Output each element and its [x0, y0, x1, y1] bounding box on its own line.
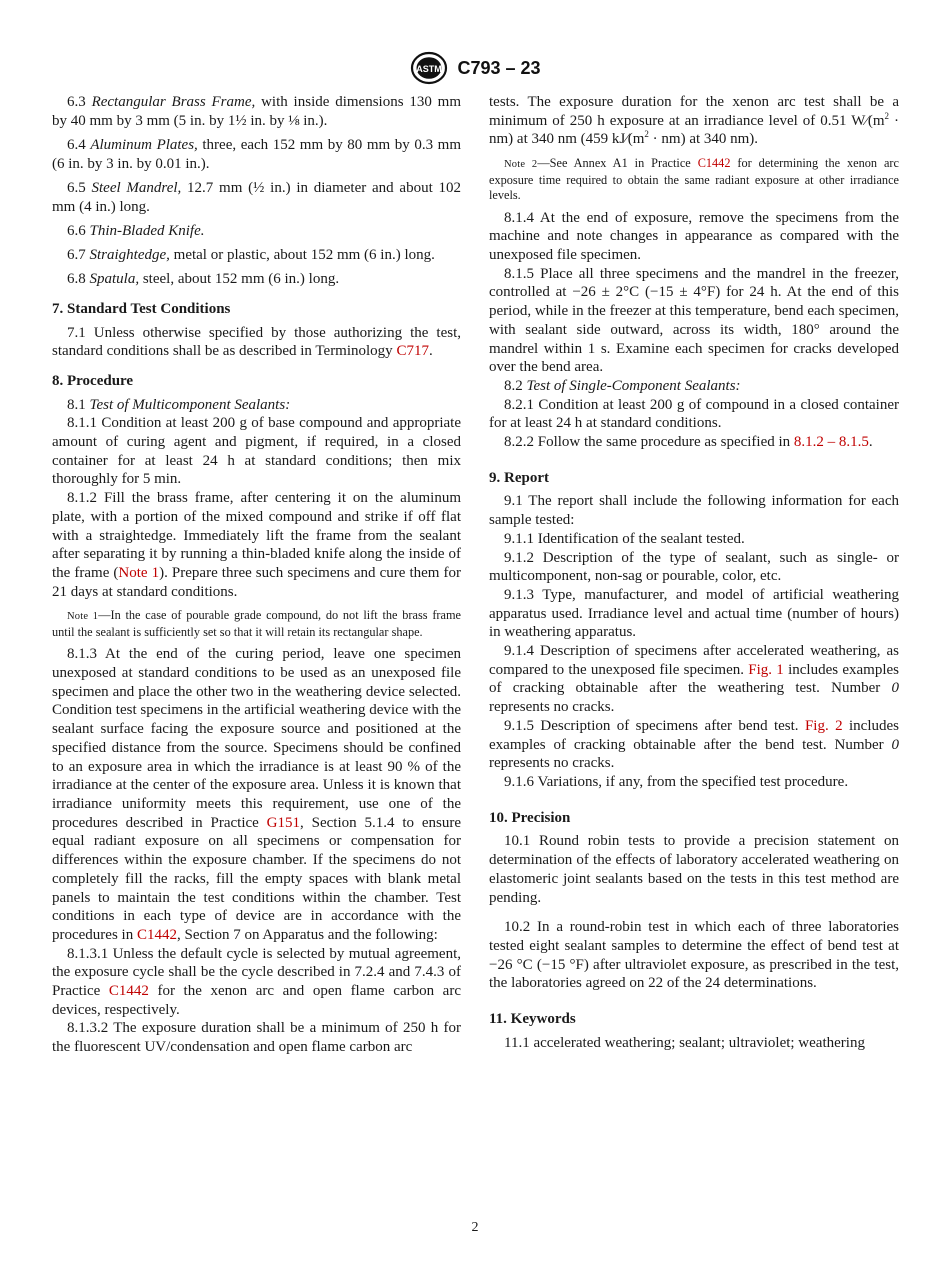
- ref-fig-2-link[interactable]: Fig. 2: [804, 717, 843, 734]
- section-9-1-2: 9.1.2 Description of the type of sealant, such as single- or multicomponent, non-sag or pourable, color, etc.: [489, 549, 899, 585]
- ref-c1442-link-2[interactable]: C1442: [108, 983, 149, 1000]
- section-8-1-1: 8.1.1 Condition at least 200 g of base compound and appropriate amount of curing agent and pigment, if required, in a closed container for at least 24 h at standard conditions; then mix thoroughly for 5 min.: [52, 415, 461, 488]
- left-column: [52, 93, 461, 1057]
- section-6-8: 6.8 Spatula, steel, about 152 mm (6 in.) long.: [67, 271, 340, 288]
- ref-c1442-link-3[interactable]: C1442: [697, 156, 731, 171]
- ref-8-1-2-link[interactable]: 8.1.2 – 8.1.5: [793, 434, 869, 451]
- section-8-1-3-2: 8.1.3.2 The exposure duration shall be a minimum of 250 h for the fluorescent UV/condensation and open flame carbon arc: [52, 1020, 461, 1056]
- ref-c717-link[interactable]: C717: [396, 343, 429, 360]
- section-6-5: 6.5 Steel Mandrel, 12.7 mm (½ in.) in diameter and about 102 mm (4 in.) long.: [52, 179, 461, 215]
- section-9-1-4: 9.1.4 Description of specimens after accelerated weathering, as compared to the unexposed file specimen. Fig. 1 includes examples of cracking obtainable after the weathering test. Number 0 represents no cracks.: [489, 643, 899, 716]
- page-header: [0, 50, 950, 86]
- section-8-1-4: 8.1.4 At the end of exposure, remove the specimens from the machine and note changes in appearance as compared with the unexposed file specimen.: [489, 209, 899, 264]
- note-1: Note 1—In the case of pourable grade compound, do not lift the brass frame until the sealant is sufficiently set so that it will retain its rectangular shape.: [52, 608, 461, 639]
- astm-logo-icon: [409, 51, 449, 85]
- ref-fig-1-link[interactable]: Fig. 1: [748, 661, 784, 678]
- section-6-6: 6.6 Thin-Bladed Knife.: [67, 222, 205, 239]
- page-number: 2: [471, 1220, 479, 1235]
- ref-c1442-link[interactable]: C1442: [136, 926, 177, 943]
- heading-11: 11. Keywords: [489, 1011, 576, 1028]
- logo-text: ASTM: [416, 64, 443, 74]
- section-9-1-5: 9.1.5 Description of specimens after bend test. Fig. 2 includes examples of cracking obtainable after the bend test. Number 0 represents no cracks.: [489, 717, 899, 772]
- section-8-1-3-2-continued: tests. The exposure duration for the xenon arc test shall be a minimum of 250 h exposure at an irradiance level of 0.51 $W⁄(m^2 \cdot nm)$ at 340 nm (459 $kJ⁄(m^2 \cdot nm)$ at 340 nm).: [489, 94, 899, 148]
- section-6-7: 6.7 Straightedge, metal or plastic, about 152 mm (6 in.) long.: [67, 246, 435, 263]
- section-8-1-3: 8.1.3 At the end of the curing period, leave one specimen unexposed at standard conditions to be used as an unexposed file specimen and place the other two in the weathering device selected. Condition test specimens in the artificial weathering device with the sealant surface facing the exposure source and positioned at the specified distance from the source. Specimens should be confined to an exposure area in which the irradiance is at least 90 % of the irradiance at the center of the exposure area. Unless it is known that irradiance uniformity meets this requirement, use one of the procedures described in Practice G151, Section 5.1.4 to ensure equal radiant exposure on all specimens or compensation for differences within the exposure chamber. If the specimens do not completely fill the racks, fill the empty spaces with blank metal panels to maintain the test conditions within the chamber. Test conditions in each type of device are in accordance with the procedures in C1442, Section 7 on Apparatus and the following:: [52, 646, 461, 943]
- section-8-1-3-1: 8.1.3.1 Unless the default cycle is selected by mutual agreement, the exposure cycle shall be the cycle described in 7.2.4 and 7.4.3 of Practice C1442 for the xenon arc and open flame carbon arc devices, respectively.: [52, 945, 461, 1018]
- note-2: Note 2—See Annex A1 in Practice C1442 for determining the xenon arc exposure time required to obtain the same radiant exposure at other irradiance levels.: [489, 156, 899, 203]
- ref-g151-link[interactable]: G151: [266, 814, 301, 831]
- right-column: [489, 93, 899, 1052]
- section-11-1: 11.1 accelerated weathering; sealant; ultraviolet; weathering: [504, 1034, 865, 1051]
- section-9-1-6: 9.1.6 Variations, if any, from the specified test procedure.: [504, 774, 849, 790]
- heading-9: 9. Report: [489, 469, 549, 486]
- section-6-3: 6.3 Rectangular Brass Frame, with inside dimensions 130 mm by 40 mm by 3 mm (5 in. by 1½ in. by ⅛ in.).: [52, 94, 461, 129]
- ref-note-1-link[interactable]: Note 1: [118, 564, 160, 581]
- section-8-2: 8.2 Test of Single-Component Sealants:: [504, 377, 741, 394]
- note-2-label: Note 2: [504, 159, 538, 171]
- section-9-1: 9.1 The report shall include the following information for each sample tested:: [489, 493, 899, 529]
- section-8-1-5: 8.1.5 Place all three specimens and the mandrel in the freezer, controlled at −26 ± 2°C (−15 ± 4°F) for 24 h. At the end of this period, while in the freezer at this temperature, bend each specimen, with sealant side outward, across its width, 180° around the mandrel within 1 s. Examine each specimen for cracks developed over the bend area.: [489, 265, 899, 376]
- heading-7: 7. Standard Test Conditions: [52, 300, 231, 317]
- document-designation: C793 – 23: [457, 57, 541, 78]
- section-8-1-2: 8.1.2 Fill the brass frame, after centering it on the aluminum plate, with a portion of the mixed compound and strike if off flat with a straightedge. Immediately lift the frame from the sealant after separating it by running a thin-bladed knife along the inside of the frame (Note 1). Prepare three such specimens and cure them for 21 days at standard conditions.: [52, 490, 461, 600]
- section-10-2: 10.2 In a round-robin test in which each of three laboratories tested eight sealant samples to determine the effect of bend test at −26 °C (−15 °F) after ultraviolet exposure, as prescribed in the test, the laboratories agreed on 22 of the 24 determinations.: [489, 919, 899, 992]
- section-6-4: 6.4 Aluminum Plates, three, each 152 mm by 80 mm by 0.3 mm (6 in. by 3 in. by 0.01 in.).: [52, 136, 462, 172]
- heading-10: 10. Precision: [489, 809, 571, 826]
- section-8-2-2: 8.2.2 Follow the same procedure as specified in 8.1.2 – 8.1.5.: [504, 434, 873, 451]
- section-7-1: 7.1 Unless otherwise specified by those authorizing the test, standard conditions shall be as described in Terminology C717.: [52, 324, 461, 360]
- note-1-label: Note 1: [67, 611, 99, 623]
- section-9-1-1: 9.1.1 Identification of the sealant tested.: [504, 530, 745, 547]
- section-9-1-3: 9.1.3 Type, manufacturer, and model of artificial weathering apparatus used. Irradiance level and actual time (number of hours) in weathering apparatus.: [489, 586, 899, 641]
- section-10-1: 10.1 Round robin tests to provide a precision statement on determination of the effects of laboratory accelerated weathering on elastomeric joint sealants based on the tests in this test method are pending.: [489, 833, 899, 906]
- heading-8: 8. Procedure: [52, 372, 134, 389]
- section-8-2-1: 8.2.1 Condition at least 200 g of compound in a closed container for at least 24 h at standard conditions.: [489, 396, 899, 432]
- section-8-1: 8.1 Test of Multicomponent Sealants:: [67, 396, 291, 413]
